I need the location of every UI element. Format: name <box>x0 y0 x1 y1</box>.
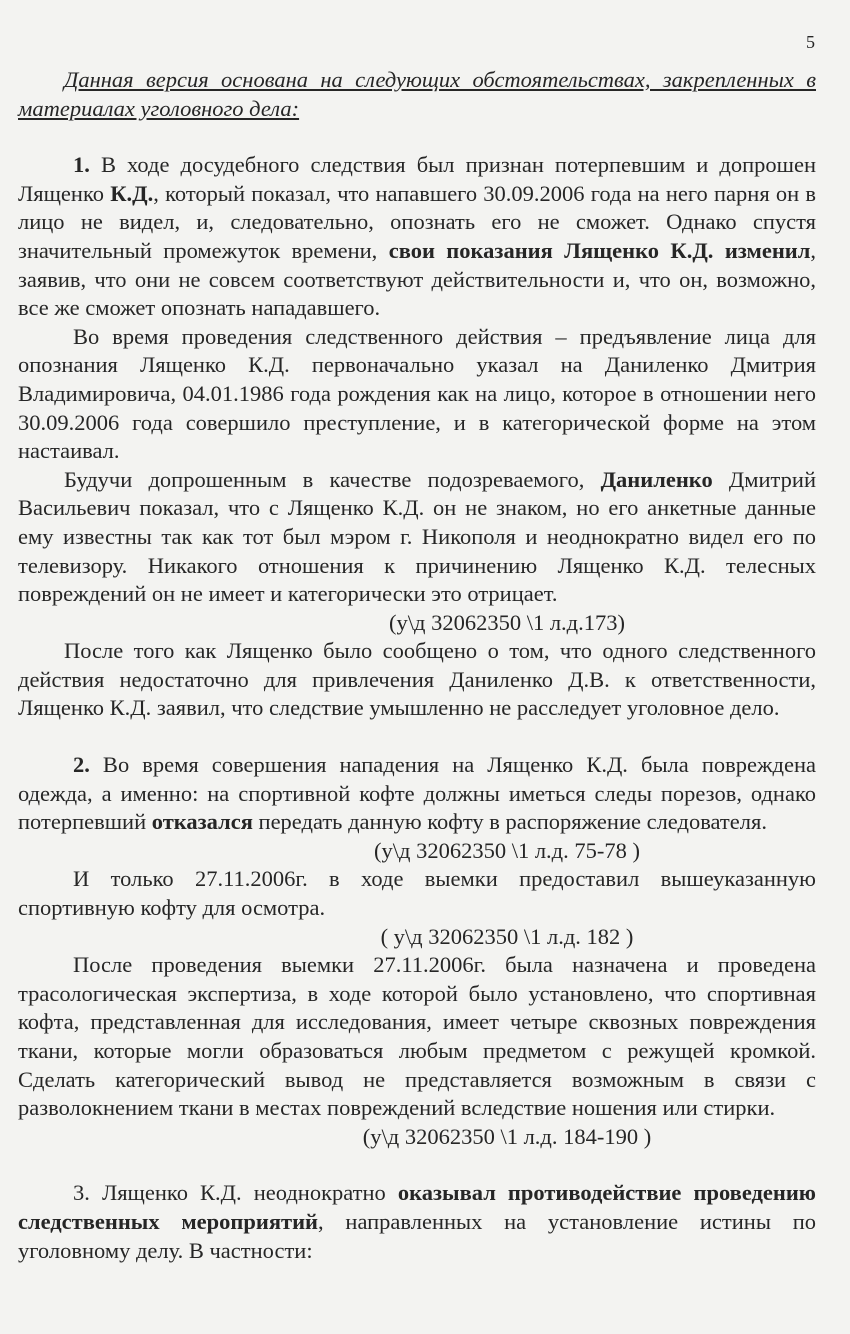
text-run: , направленных на установление истины по уголовному делу. В частности: <box>18 1208 816 1263</box>
section-3-paragraph-1 <box>18 1179 816 1265</box>
text-run: , заявив, что они не совсем соответствуют действительности и, что он, возможно, все же сможет опознать нападавшего. <box>18 237 816 321</box>
text-run: В ходе досудебного следствия был признан потерпевшим и допрошен Лященко <box>18 152 817 206</box>
page-number: 5 <box>806 32 815 52</box>
case-reference: ( у\д 32062350 \1 л.д. 182 ) <box>380 923 634 949</box>
bold-run: Даниленко <box>600 466 713 492</box>
section-1-paragraph-2: Во время проведения следственного действия – предъявление лица для опознания Лященко К.Д. первоначально указал на Даниленко Дмитрия Владимировича, 04.01.1986 года рождения как на лицо, которое в отношении него 30.09.2006 года совершило преступление, и в категорической форме на этом настаивал. <box>18 323 816 464</box>
text-run: Лященко К.Д. неоднократно <box>89 1180 398 1206</box>
bold-run: К.Д. <box>110 180 154 206</box>
text-run: Дмитрий Васильевич показал, что с Лященко К.Д. он не знаком, но его анкетные данные ему известны так как тот был мэром г. Никополя и неоднократно видел его по телевизору. Никакого отношения к причинению Лященко К.Д. телесных повреждений он не имеет и категорически это отрицает. <box>18 466 816 607</box>
section-1-paragraph-1 <box>18 151 816 323</box>
document-body <box>18 66 816 1265</box>
text-run: , который показал, что напавшего 30.09.2006 года на него парня он в лицо не видел, и, следовательно, опознать его не сможет. Однако спустя значительный промежуток времени, <box>18 180 816 263</box>
intro-heading: Данная версия основана на следующих обстоятельствах, закрепленных в материалах уголовного дела: <box>18 67 816 121</box>
text-run: Будучи допрошенным в качестве подозреваемого, <box>64 466 601 492</box>
bold-run: оказывал противодействие проведению следственных мероприятий <box>18 1180 816 1234</box>
section-3-number: 3. <box>73 1180 90 1206</box>
bold-run: отказался <box>151 809 253 835</box>
text-run: передать данную кофту в распоряжение следователя. <box>252 809 767 835</box>
text-run: Во время совершения нападения на Лященко К.Д. была повреждена одежда, а именно: на спортивной кофте должны иметься следы порезов, однако потерпевший <box>18 752 816 835</box>
section-2-number: 2. <box>73 752 90 778</box>
section-2-paragraph-1 <box>18 751 816 837</box>
case-reference: (у\д 32062350 \1 л.д.173) <box>389 609 625 635</box>
section-2-paragraph-3: После проведения выемки 27.11.2006г. была назначена и проведена трасологическая экспертиза, в ходе которой было установлено, что спортивная кофта, представленная для исследования, имеет четыре сквозных повреждения ткани, которые могли образоваться любым предметом с режущей кромкой. Сделать категорический вывод не представляется возможным в связи с разволокнением ткани в местах повреждений вследствие ношения или стирки. <box>18 952 816 1121</box>
section-1-paragraph-3 <box>18 466 816 609</box>
section-1-number: 1. <box>73 152 90 178</box>
section-2-paragraph-2: И только 27.11.2006г. в ходе выемки предоставил вышеуказанную спортивную кофту для осмотра. <box>18 866 816 921</box>
bold-run: свои показания Лященко К.Д. изменил <box>388 237 811 263</box>
case-reference: (у\д 32062350 \1 л.д. 75-78 ) <box>374 837 640 863</box>
section-1-paragraph-4: После того как Лященко было сообщено о том, что одного следственного действия недостаточно для привлечения Даниленко Д.В. к ответственности, Лященко К.Д. заявил, что следствие умышленно не расследует уголовное дело. <box>18 638 816 721</box>
case-reference: (у\д 32062350 \1 л.д. 184-190 ) <box>362 1123 652 1149</box>
